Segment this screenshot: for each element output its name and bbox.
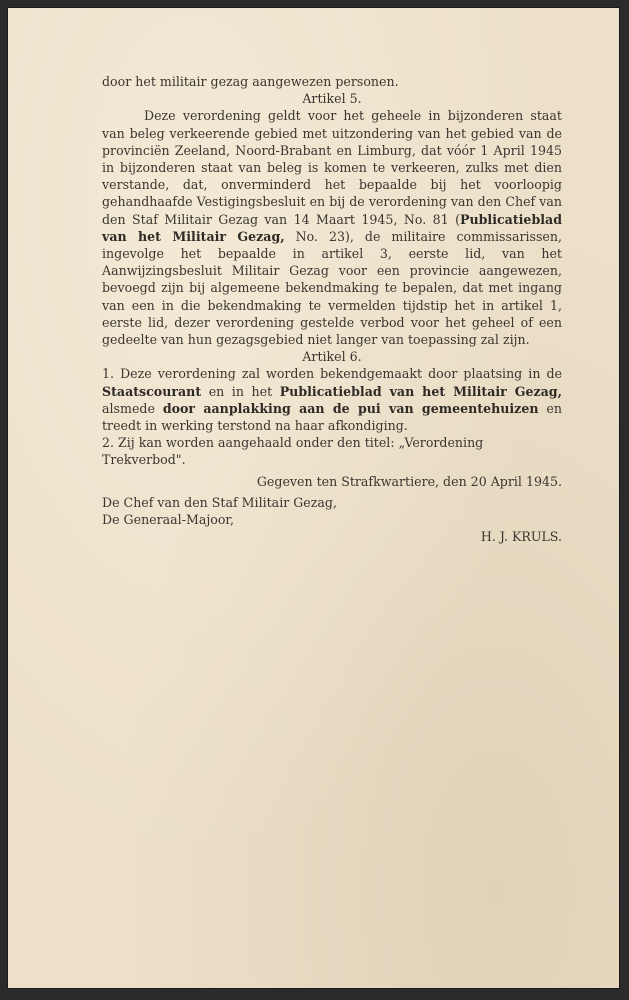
clause-1-text-a: 1. Deze verordening zal worden bekendgemaakt door plaatsing in de bbox=[102, 366, 562, 382]
article-5-paragraph bbox=[102, 107, 562, 348]
article-6-clause-2: 2. Zij kan worden aangehaald onder den titel: „Verordening Trekverbod". bbox=[102, 435, 484, 468]
clause-1-bold-publicatieblad: Publicatieblad van het Militair Gezag, bbox=[279, 383, 562, 399]
article-5-text-b: No. 23), de militaire commissarissen, ingevolge het bepaalde in artikel 3, eerste lid, van het Aanwijzingsbesluit Militair Gezag voor een provincie aangewezen, bevoegd zijn bij algemeene bekendmaking te bepalen, dat met ingang van een in die bekendmaking te vermelden tijdstip het in artikel 1, eerste lid, dezer verordening gestelde verbod voor het geheel of een gedeelte van hun gezagsgebied niet langer van toepassing zal zijn. bbox=[102, 228, 562, 348]
intro-line: door het militair gezag aangewezen personen. bbox=[102, 74, 399, 89]
signature-title-line: De Chef van den Staf Militair Gezag, bbox=[102, 494, 337, 510]
signature-rank-line: De Generaal-Majoor, bbox=[102, 512, 235, 528]
clause-1-bold-aanplakking: door aanplakking aan de pui van gemeentehuizen bbox=[162, 400, 539, 416]
signature-name: H. J. KRULS. bbox=[480, 529, 562, 545]
document-body bbox=[102, 73, 562, 545]
clause-1-text-c: alsmede bbox=[102, 400, 163, 416]
article-5-bold-publication: Publicatieblad van het Militair Gezag, bbox=[102, 211, 562, 244]
article-6-heading: Artikel 6. bbox=[302, 349, 362, 365]
clause-1-text-b: en in het bbox=[201, 383, 280, 399]
article-6-clause-1 bbox=[102, 365, 562, 434]
clause-1-bold-staatscourant: Staatscourant bbox=[102, 383, 202, 399]
clause-1-text-d: en treedt in werking terstond na haar afkondiging. bbox=[102, 400, 562, 434]
article-5-text-a: Deze verordening geldt voor het geheele in bijzonderen staat van beleg verkeerende gebied met uitzondering van het gebied van de provinciën Zeeland, Noord-Brabant en Limburg, dat vóór 1 April 1945 in bijzonderen staat van beleg is komen te verkeeren, zulks met dien verstande, dat, onverminderd het bepaalde bij het voorloopig gehandhaafde Vestigingsbesluit en bij de verordening van den Chef van den Staf Militair Gezag van 14 Maart 1945, No. 81 ( bbox=[102, 108, 562, 227]
given-date-line: Gegeven ten Strafkwartiere, den 20 April 1945. bbox=[256, 473, 562, 489]
document-page bbox=[8, 8, 619, 988]
article-5-heading: Artikel 5. bbox=[302, 91, 362, 107]
